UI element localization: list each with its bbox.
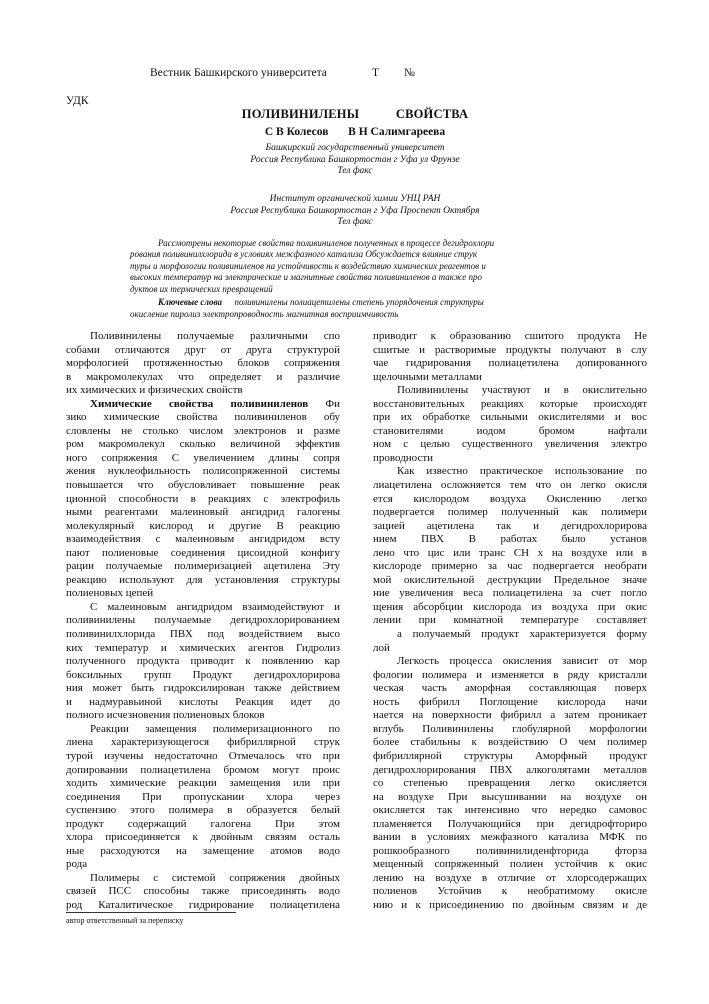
right-column <box>373 330 647 913</box>
text-line: рации получаемые полимеризацией ацетилена Эту <box>66 560 340 573</box>
text-line: нием ПВХ В работах было установ <box>373 533 647 546</box>
text-line: ность фибрилл Поглощение кислорода начи <box>373 695 647 708</box>
text-line: ческая часть аморфная составляющая поверх <box>373 682 647 695</box>
text-line: окисляется так интенсивно что нередко самовос <box>373 804 647 817</box>
footnote: автор ответственный за переписку <box>66 916 184 925</box>
text-line: ния может быть гидроксилирован также действием <box>66 682 340 695</box>
text-line: полиеновых цепей <box>66 587 154 600</box>
abstract-line: дуктов их термических превращений <box>130 283 273 294</box>
abstract-line: рования поливинилхлорида в условиях межфазного катализа Обсуждается влияние струк <box>130 249 478 260</box>
text-line: ными реагентами малеиновый ангидрид галогены <box>66 506 340 519</box>
text-line: ние увеличения веса полиацетилена за счет погло <box>373 587 647 600</box>
text-line: взаимодействия с малеиновым ангидридом всту <box>66 533 340 546</box>
text-line: продукт содержащий галогена При этом <box>66 817 340 830</box>
text-line: словлены не столько числом электронов и разме <box>66 424 340 437</box>
text-line: ного сопряжения С увеличением длины сопря <box>66 451 340 464</box>
author-2: В Н Салимгареева <box>348 126 446 138</box>
text-line: Поливинилены получаемые различными спо <box>90 330 340 342</box>
text-line: фологии полимера и изменяется в ряду кристалли <box>373 668 647 681</box>
affiliation-2-phone: Тел факс <box>337 217 373 227</box>
text-line: морфологией протяженностью блоков сопряжения <box>66 357 340 370</box>
keywords-line-2: окисление пиролиз электропроводность магнитная восприимчивость <box>130 308 399 319</box>
section-heading: Химические свойства поливиниленов <box>90 397 309 410</box>
text-line: Полимеры с системой сопряжения двойных <box>90 871 340 884</box>
text-line: турой изучены недостаточно Отмечалось что при <box>66 749 340 762</box>
text-line: подвергается полимер полученный как полимери <box>373 506 647 519</box>
keywords-line-1: поливинилены полиацетилены степень упорядочения структуры <box>234 297 484 307</box>
left-column <box>66 330 340 913</box>
keywords-label: Ключевые слова <box>158 297 222 307</box>
affiliation-2-org: Институт органической химии УНЦ РАН <box>269 194 441 204</box>
text-line: ких температур и химических агентов Гидролиз <box>66 641 340 654</box>
text-line: ром макромолекул сколько величиной эффектив <box>66 438 340 451</box>
text-line: ные расходуются на замещение атомов водо <box>66 844 340 857</box>
journal-number-label: № <box>404 67 415 79</box>
text-line: вглубь Поливинилены глобулярной морфологии <box>373 722 647 735</box>
text-line: полученного продукта приводит к появлению кар <box>66 655 340 668</box>
text-line: лении при комнатной температуре составляет <box>373 614 647 627</box>
text-line: а получаемый продукт характеризуется форму <box>397 628 647 641</box>
text-line: повышается что обусловливает повышение реак <box>66 479 340 492</box>
text-line: рода <box>66 858 88 871</box>
text-line: пают полиеновые соединения цисоидной конфигу <box>66 546 340 559</box>
keywords <box>130 297 580 320</box>
text-line: проводности <box>373 451 434 464</box>
text-line: их химических и физических свойств <box>66 384 243 397</box>
text-line: реакцию используют для установления структуры <box>66 573 340 586</box>
text-line: сшитые и растворимые продукты получают в слу <box>373 343 647 356</box>
abstract <box>130 238 570 295</box>
text-line: восстановительных реакциях которые происходят <box>373 397 647 410</box>
abstract-line: туры и морфологии поливиниленов на устойчивость к воздействию химических реагентов и <box>130 260 486 271</box>
text-line: лиена характеризующегося фибриллярной струк <box>66 736 340 749</box>
text-line: в макромолекулах что определяет и различие <box>66 370 340 383</box>
affiliation-1-org: Башкирский государственный университет <box>265 143 445 153</box>
text-line: поливинилены получаемые дегидрохлорированием <box>66 614 340 627</box>
text-line: суспензию этого полимера в образуется белый <box>66 804 340 817</box>
text-line: лено что цис или транс CH x на воздухе или в <box>373 546 647 559</box>
text-line: мой окислительной деструкции Предельное значе <box>373 573 647 586</box>
text-line: Поливинилены участвуют и в окислительно <box>397 384 647 397</box>
text-line: чае гидрирования полиацетилена допированного <box>373 357 647 370</box>
text-line: ходить химические реакции замещения или при <box>66 777 340 790</box>
paper-title <box>60 107 650 122</box>
text-line: соединения При пропускании хлора через <box>66 790 340 803</box>
text-line: рошкообразного поливинилиденфторида фторза <box>373 844 647 857</box>
text-line: Легкость процесса окисления зависит от мор <box>397 655 647 668</box>
text-line: на воздухе При высушивании на воздухе он <box>373 790 647 803</box>
text-line: полиенов Устойчив к необратимому окисле <box>373 885 647 898</box>
text-line: ном с целью существенного увеличения электро <box>373 438 647 451</box>
text-line: поливинилхлорида ПВХ под воздействием высо <box>66 628 340 641</box>
text-line: и надмуравьиной кислоты Реакция идет до <box>66 695 340 708</box>
journal-name: Вестник Башкирского университета <box>150 67 327 79</box>
text-line: молекулярный кислород и другие В реакцию <box>66 519 340 532</box>
text-line: дегидрохлорирования ПВХ алкоголятами металлов <box>373 763 647 776</box>
text-line: Как известно практическое использование по <box>397 465 647 478</box>
journal-volume-label: Т <box>372 67 380 79</box>
text-line: род Каталитическое гидрирование полиацетилена <box>66 898 340 911</box>
text-line: пламеняется Получающийся при дегидрофториро <box>373 817 647 830</box>
affiliation-2 <box>60 194 650 229</box>
affiliation-1-phone: Тел факс <box>337 166 373 176</box>
text-line: Реакции замещения полимеризационного по <box>90 722 340 735</box>
text-line: мещенный сопряженный полиен устойчив к окис <box>373 858 647 871</box>
abstract-line: Рассмотрены некоторые свойства поливиниленов полученных в процессе дегидрохлори <box>158 238 495 248</box>
text-line: становителями иодом бромом нафтали <box>373 424 647 437</box>
text-line: собами отличаются друг от друга структурой <box>66 343 340 356</box>
udk-label: УДК <box>66 95 89 107</box>
text-line: вании в условиях межфазного катализа МФК по <box>373 831 647 844</box>
text-line: хлора присоединяется к двойным связям осталь <box>66 831 340 844</box>
text-line: со степенью превращения легко окисляется <box>373 777 647 790</box>
text-line: лой <box>373 641 390 654</box>
text-line: нается на поверхности фибрилл а затем проникает <box>373 709 647 722</box>
affiliation-1-address: Россия Республика Башкортостан г Уфа ул Фрунзе <box>250 154 460 165</box>
title-part-2: СВОЙСТВА <box>395 107 469 121</box>
text-line: зацией ацетилена так и дегидрохлорирова <box>373 519 647 532</box>
footnote-divider <box>66 912 236 913</box>
text-line: допировании полиацетилена бромом могут проис <box>66 763 340 776</box>
text-line: щелочными металлами <box>373 370 482 383</box>
text-line: приводит к образованию сшитого продукта Не <box>373 330 647 342</box>
text-line: жения нуклеофильность полисопряженной системы <box>66 465 340 478</box>
affiliation-1 <box>60 143 650 178</box>
title-part-1: ПОЛИВИНИЛЕНЫ <box>241 107 360 121</box>
text-line: Химические свойства поливиниленов Фи <box>90 397 340 410</box>
author-1: С В Колесов <box>264 126 329 138</box>
text-line: ционной способности в реакциях с электрофиль <box>66 492 340 505</box>
text-line: нию и к присоединению по двойным связям и де <box>373 898 647 911</box>
abstract-line: высоких температур на электрические и магнитные свойства поливиниленов а также про <box>130 272 482 283</box>
text-line: полного исчезновения полиеновых блоков <box>66 709 265 722</box>
authors <box>60 126 650 138</box>
text-line: С малеиновым ангидридом взаимодействуют и <box>90 600 340 613</box>
text-line: кислороде примерно за час подвергается необрати <box>373 560 647 573</box>
text-line: при их обработке сильными окислителями и вос <box>373 411 647 424</box>
text-line: боксильных групп Продукт дегидрохлорирова <box>66 668 340 681</box>
text-line: зико химические свойства поливиниленов обу <box>66 411 340 424</box>
text-line: ется кислородом воздуха Окислению легко <box>373 492 647 505</box>
text-line: щения абсорбции кислорода из воздуха при окис <box>373 600 647 613</box>
text-line: фибриллярной структуры Аморфный продукт <box>373 749 647 762</box>
text-line: лиацетилена осложняется тем что он легко окисля <box>373 479 647 492</box>
text-line: более стабильны к воздействию O чем полимер <box>373 736 647 749</box>
text-line: связей ПСС способны также присоединять водо <box>66 885 340 898</box>
text-line: лению на воздухе в отличие от хлорсодержащих <box>373 871 647 884</box>
affiliation-2-address: Россия Республика Башкортостан г Уфа Проспект Октября <box>230 205 480 216</box>
